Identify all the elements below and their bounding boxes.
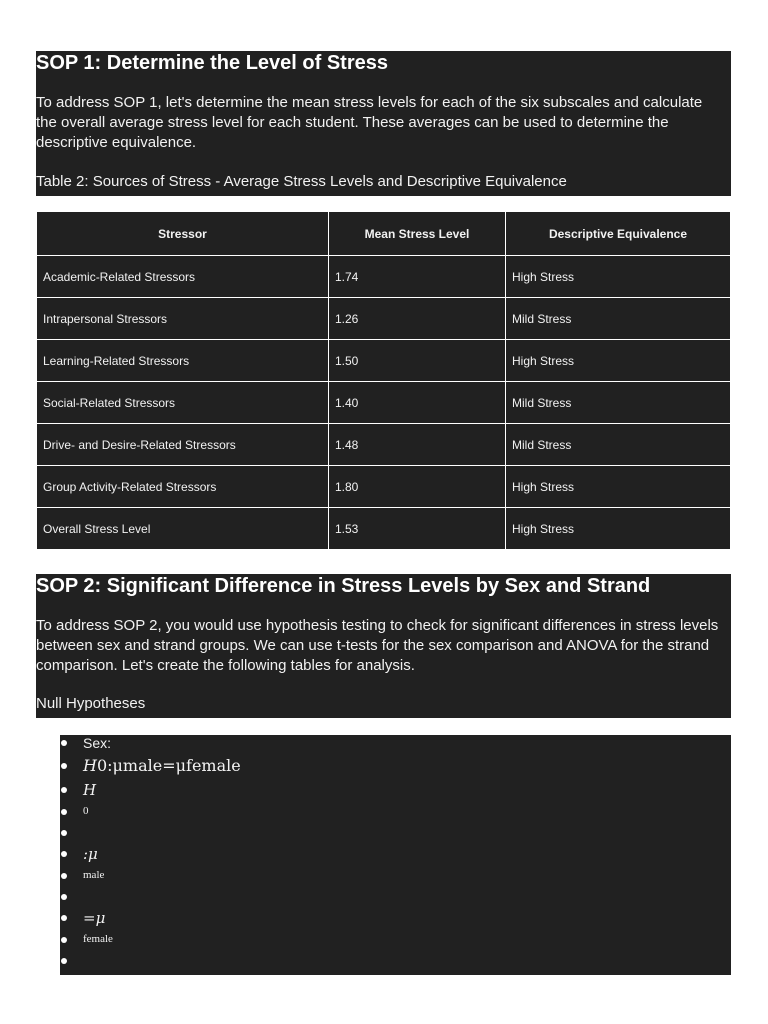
equals-mu: =μ: [83, 909, 106, 927]
table-header-row: [37, 212, 731, 256]
cell-equivalence: High Stress: [506, 508, 731, 550]
hypotheses-list: [60, 733, 241, 971]
null-hypotheses-label: Null Hypotheses: [36, 695, 146, 712]
table-row: [37, 424, 731, 466]
sop1-section: [36, 51, 731, 196]
list-item: [60, 950, 241, 971]
list-item: [60, 753, 241, 779]
list-item: [60, 886, 241, 907]
cell-stressor: Intrapersonal Stressors: [37, 298, 329, 340]
cell-stressor: Overall Stress Level: [37, 508, 329, 550]
list-item: [60, 929, 241, 950]
sop2-section: [36, 574, 731, 718]
subscript-male: male: [83, 869, 105, 881]
list-item: [60, 801, 241, 822]
table-row: [37, 508, 731, 550]
table-row: [37, 382, 731, 424]
header-mean-stress-level: Mean Stress Level: [329, 212, 506, 256]
table-caption: Table 2: Sources of Stress - Average Stress Levels and Descriptive Equivalence: [36, 173, 567, 190]
subscript-female: female: [83, 933, 113, 945]
cell-equivalence: High Stress: [506, 466, 731, 508]
cell-stressor: Drive- and Desire-Related Stressors: [37, 424, 329, 466]
cell-stressor: Learning-Related Stressors: [37, 340, 329, 382]
h0-equation: 0:μmale=μfemale: [96, 756, 241, 775]
list-item: [60, 822, 241, 843]
list-item: [60, 843, 241, 865]
cell-equivalence: High Stress: [506, 256, 731, 298]
colon-mu: :μ: [83, 845, 98, 863]
cell-mean: 1.80: [329, 466, 506, 508]
h-symbol: H: [83, 781, 97, 799]
list-item: [60, 733, 241, 753]
list-item: [60, 779, 241, 801]
cell-mean: 1.74: [329, 256, 506, 298]
sop2-paragraph: To address SOP 2, you would use hypothesis testing to check for significant differences in stress levels between sex and strand groups. We can use t-tests for the sex comparison and ANOVA for the strand comparison. Let's create the following tables for analysis.: [36, 617, 719, 674]
table-row: [37, 298, 731, 340]
stress-table: [36, 211, 731, 550]
cell-stressor: Group Activity-Related Stressors: [37, 466, 329, 508]
sop2-heading: SOP 2: Significant Difference in Stress Levels by Sex and Strand: [36, 575, 651, 597]
cell-mean: 1.40: [329, 382, 506, 424]
cell-stressor: Social-Related Stressors: [37, 382, 329, 424]
sop1-heading: SOP 1: Determine the Level of Stress: [36, 52, 388, 74]
header-stressor: Stressor: [37, 212, 329, 256]
table-row: [37, 256, 731, 298]
cell-mean: 1.26: [329, 298, 506, 340]
sex-label: Sex:: [83, 735, 112, 751]
cell-stressor: Academic-Related Stressors: [37, 256, 329, 298]
cell-mean: 1.53: [329, 508, 506, 550]
cell-equivalence: High Stress: [506, 340, 731, 382]
cell-equivalence: Mild Stress: [506, 298, 731, 340]
sop1-paragraph: To address SOP 1, let's determine the mean stress levels for each of the six subscales and calculate the overall average stress level for each student. These averages can be used to determine the descriptive equivalence.: [36, 94, 703, 151]
table-row: [37, 340, 731, 382]
cell-equivalence: Mild Stress: [506, 382, 731, 424]
list-item: [60, 907, 241, 929]
list-item: [60, 865, 241, 886]
subscript-zero: 0: [83, 805, 89, 817]
cell-equivalence: Mild Stress: [506, 424, 731, 466]
cell-mean: 1.48: [329, 424, 506, 466]
table-row: [37, 466, 731, 508]
cell-mean: 1.50: [329, 340, 506, 382]
h0-symbol: H: [83, 756, 97, 775]
header-descriptive-equivalence: Descriptive Equivalence: [506, 212, 731, 256]
